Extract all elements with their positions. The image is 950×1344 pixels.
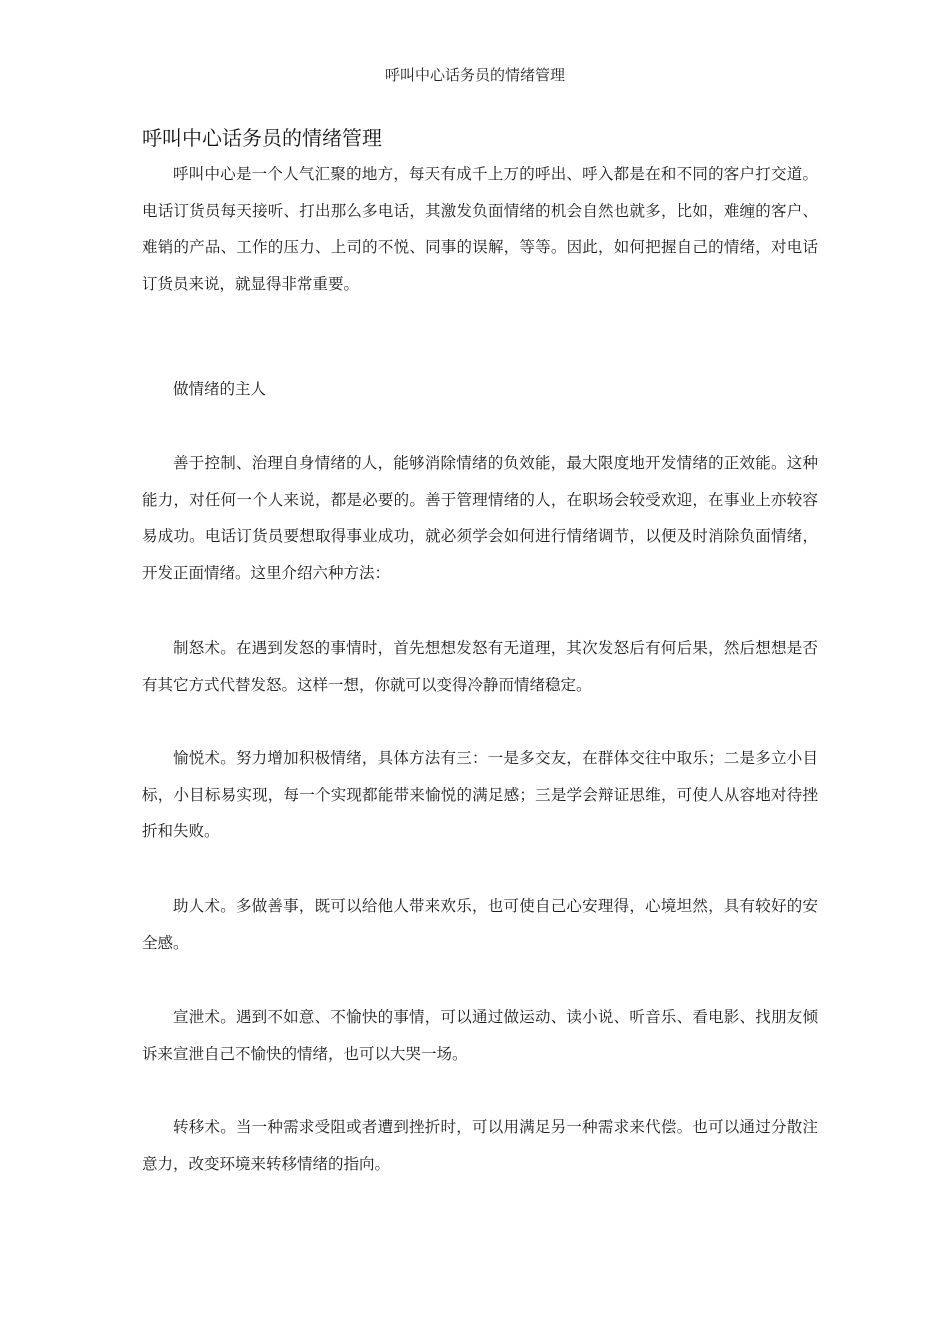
paragraph-helping-method: 助人术。多做善事，既可以给他人带来欢乐，也可使自己心安理得，心境坦然，具有较好的安全感。: [142, 897, 818, 952]
paragraph-venting-method: 宣泄术。遇到不如意、不愉快的事情，可以通过做运动、读小说、听音乐、看电影、找朋友倾诉来宣泄自己不愉快的情绪，也可以大哭一场。: [142, 1008, 818, 1063]
running-header: 呼叫中心话务员的情绪管理: [384, 66, 565, 84]
paragraph-joy-method: 愉悦术。努力增加积极情绪，具体方法有三：一是多交友，在群体交往中取乐；二是多立小目标，小目标易实现，每一个实现都能带来愉悦的满足感；三是学会辩证思维，可使人从容地对待挫折和失败。: [142, 749, 818, 840]
paragraph-intro: 呼叫中心是一个人气汇聚的地方，每天有成千上万的呼出、呼入都是在和不同的客户打交道。电话订货员每天接听、打出那么多电话，其激发负面情绪的机会自然也就多，比如，难缠的客户、难销的产品、工作的压力、上司的不悦、同事的误解，等等。因此，如何把握自己的情绪，对电话订货员来说，就显得非常重要。: [142, 165, 818, 293]
paragraph-diversion-method: 转移术。当一种需求受阻或者遭到挫折时，可以用满足另一种需求来代偿。也可以通过分散注意力，改变环境来转移情绪的指向。: [142, 1118, 818, 1173]
paragraph-anger-control: 制怒术。在遇到发怒的事情时，首先想想发怒有无道理，其次发怒后有何后果，然后想想是否有其它方式代替发怒。这样一想，你就可以变得冷静而情绪稳定。: [142, 639, 818, 694]
section-heading: 做情绪的主人: [173, 380, 267, 398]
document-title: 呼叫中心话务员的情绪管理: [142, 126, 382, 150]
paragraph-emotion-control: 善于控制、治理自身情绪的人，能够消除情绪的负效能，最大限度地开发情绪的正效能。这种能力，对任何一个人来说，都是必要的。善于管理情绪的人，在职场会较受欢迎，在事业上亦较容易成功。电话订货员要想取得事业成功，就必须学会如何进行情绪调节，以便及时消除负面情绪，开发正面情绪。这里介绍六种方法：: [142, 454, 818, 582]
